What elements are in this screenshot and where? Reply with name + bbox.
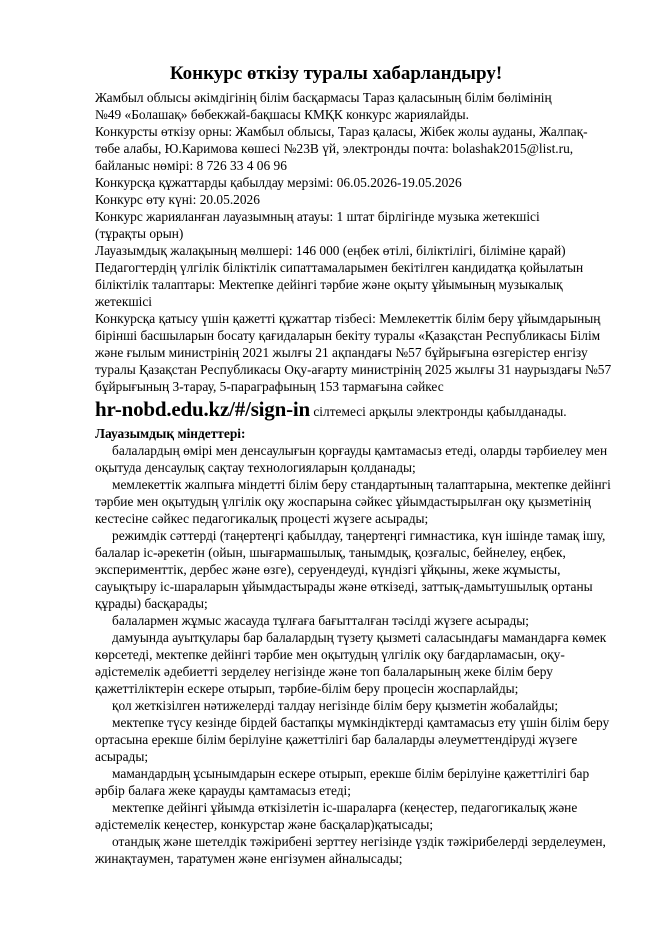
duty-line: балалар іс-әрекетін (ойын, шығармашылық, танымдық, қозғалыс, бейнелеу, еңбек, bbox=[95, 545, 566, 560]
application-link[interactable]: hr-nobd.edu.kz/#/sign-in bbox=[95, 397, 310, 421]
duty-line: дамуында ауытқулары бар балалардың түзету қызметі саласындағы мамандарға көмек bbox=[112, 630, 607, 645]
duty-line: кестесіне сәйкес педагогикалық процесті жүзеге асырады; bbox=[95, 511, 429, 526]
position-line: Конкурс жарияланған лауазымның атауы: 1 штат бірлігінде музыка жетекшісі bbox=[95, 209, 540, 224]
place-line: төбе алабы, Ю.Каримова көшесі №23В үй, электронды почта: bolashak2015@list.ru, bbox=[95, 141, 574, 156]
qualification-line: біліктілік талаптары: Мектепке дейінгі тәрбие және оқыту ұйымының музыкалық bbox=[95, 277, 563, 292]
duty-line: асырады; bbox=[95, 749, 149, 764]
duty-line: қол жеткізілген нәтижелерді талдау негізінде білім беру қызметін жобалайды; bbox=[112, 698, 559, 713]
duty-line: мамандардың ұсынымдарын ескере отырып, ерекше білім берілуіне қажеттілігі бар bbox=[112, 766, 590, 781]
phone-line: байланыс нөмірі: 8 726 33 4 06 96 bbox=[95, 158, 287, 173]
duty-line: режимдік сәттерді (таңертеңгі қабылдау, таңертеңгі гимнастика, күн ішінде тамақ ішу, bbox=[112, 528, 606, 543]
duties-list bbox=[95, 442, 623, 867]
documents-line: бұйрығының 3-тарау, 5-параграфының 153 тармағына сәйкес bbox=[95, 379, 444, 394]
qualification-line: Педагогтердің үлгілік біліктілік сипаттамаларымен бекітілген кандидатқа қойылатын bbox=[95, 260, 584, 275]
duty-line: балалардың өмірі мен денсаулығын қорғауды қамтамасыз етеді, оларды тәрбиелеу мен bbox=[112, 443, 608, 458]
intro-line: №49 «Болашақ» бөбекжай-бақшасы КМҚК конкурс жариялайды. bbox=[95, 107, 469, 122]
intro-line: Жамбыл облысы әкімдігінің білім басқармасы Тараз қаласының білім бөлімінің bbox=[95, 90, 552, 105]
duty-line: балалармен жұмыс жасауда тұлғаға бағытталған тәсілді жүзеге асырады; bbox=[112, 613, 530, 628]
documents-line: және ғылым министрінің 2021 жылғы 21 ақпандағы №57 бұйрығына өзгерістер енгізу bbox=[95, 345, 588, 360]
document-title: Конкурс өткізу туралы хабарландыру! bbox=[169, 63, 503, 84]
duty-line: құрады) басқарады; bbox=[95, 596, 208, 611]
duty-line: эксперименттік, дербес және өзге), серуендеуді, күндізгі ұйқыны, жеке жұмысты, bbox=[95, 562, 561, 577]
qualification-line: жетекшісі bbox=[95, 294, 153, 309]
document-body bbox=[95, 89, 623, 867]
duty-line: мектепке дейінгі ұйымда өткізілетін іс-шараларға (кеңестер, педагогикалық және bbox=[112, 800, 578, 815]
documents-line: туралы Қазақстан Республикасы Оқу-ағарту министрінің 2025 жылғы 31 наурыздағы №57 bbox=[95, 362, 612, 377]
duty-line: әдістемелік әдебиетті зерделеу негізінде және топ балаларының жеке білім беру bbox=[95, 664, 553, 679]
duty-line: мемлекеттік жалпыға міндетті білім беру стандартының талаптарына, мектепке дейінгі bbox=[112, 477, 611, 492]
duty-line: жинақтаумен, таратумен және енгізумен айналысады; bbox=[95, 851, 403, 866]
duty-line: мектепке түсу кезінде бірдей бастапқы мүмкіндіктерді қамтамасыз ету үшін білім беру bbox=[112, 715, 610, 730]
duty-line: сауықтыру іс-шараларын ұйымдастырады және өткізеді, заттық-дамытушылық ортаны bbox=[95, 579, 593, 594]
deadline-line: Конкурсқа құжаттарды қабылдау мерзімі: 06.05.2026-19.05.2026 bbox=[95, 175, 462, 190]
salary-line: Лауазымдық жалақының мөлшері: 146 000 (еңбек өтілі, біліктілігі, біліміне қарай) bbox=[95, 243, 566, 258]
duty-line: оқытуда денсаулық сақтау технологияларын қолданады; bbox=[95, 460, 416, 475]
duty-line: қажеттіліктерін ескере отырып, тәрбие-білім беру процесін жоспарлайды; bbox=[95, 681, 519, 696]
duty-line: тәрбие мен оқытудың үлгілік оқу жоспарына сәйкес ұйымдастырылған оқу қызметінің bbox=[95, 494, 591, 509]
duty-line: отандық және шетелдік тәжірибені зерттеу негізінде үздік тәжірибелерді зерделеумен, bbox=[112, 834, 606, 849]
place-line: Конкурсты өткізу орны: Жамбыл облысы, Тараз қаласы, Жібек жолы ауданы, Жалпақ- bbox=[95, 124, 588, 139]
contest-day-line: Конкурс өту күні: 20.05.2026 bbox=[95, 192, 260, 207]
documents-line: бірінші басшыларын босату қағидаларын бекіту туралы «Қазақстан Республикасы Білім bbox=[95, 328, 601, 343]
position-line: (тұрақты орын) bbox=[95, 226, 184, 241]
duties-heading: Лауазымдық міндеттері: bbox=[95, 426, 246, 441]
duty-line: көрсетеді, мектепке дейінгі тәрбие мен оқытудың үлгілік оқу бағдарламасын, оқу- bbox=[95, 647, 565, 662]
duty-line: ортасына ерекше білім берілуіне қажеттілігі бар балаларды әлеуметтендіруді жүзеге bbox=[95, 732, 578, 747]
duty-line: әдістемелік кеңестер, конкурстар және басқалар)қатысады; bbox=[95, 817, 434, 832]
documents-line: Конкурсқа қатысу үшін қажетті құжаттар тізбесі: Мемлекеттік білім беру ұйымдарының bbox=[95, 311, 601, 326]
application-link-text: сілтемесі арқылы электронды қабылданады. bbox=[310, 404, 567, 419]
duty-line: әрбір балаға жеке қарауды қамтамасыз етеді; bbox=[95, 783, 351, 798]
application-link-line bbox=[95, 395, 623, 425]
